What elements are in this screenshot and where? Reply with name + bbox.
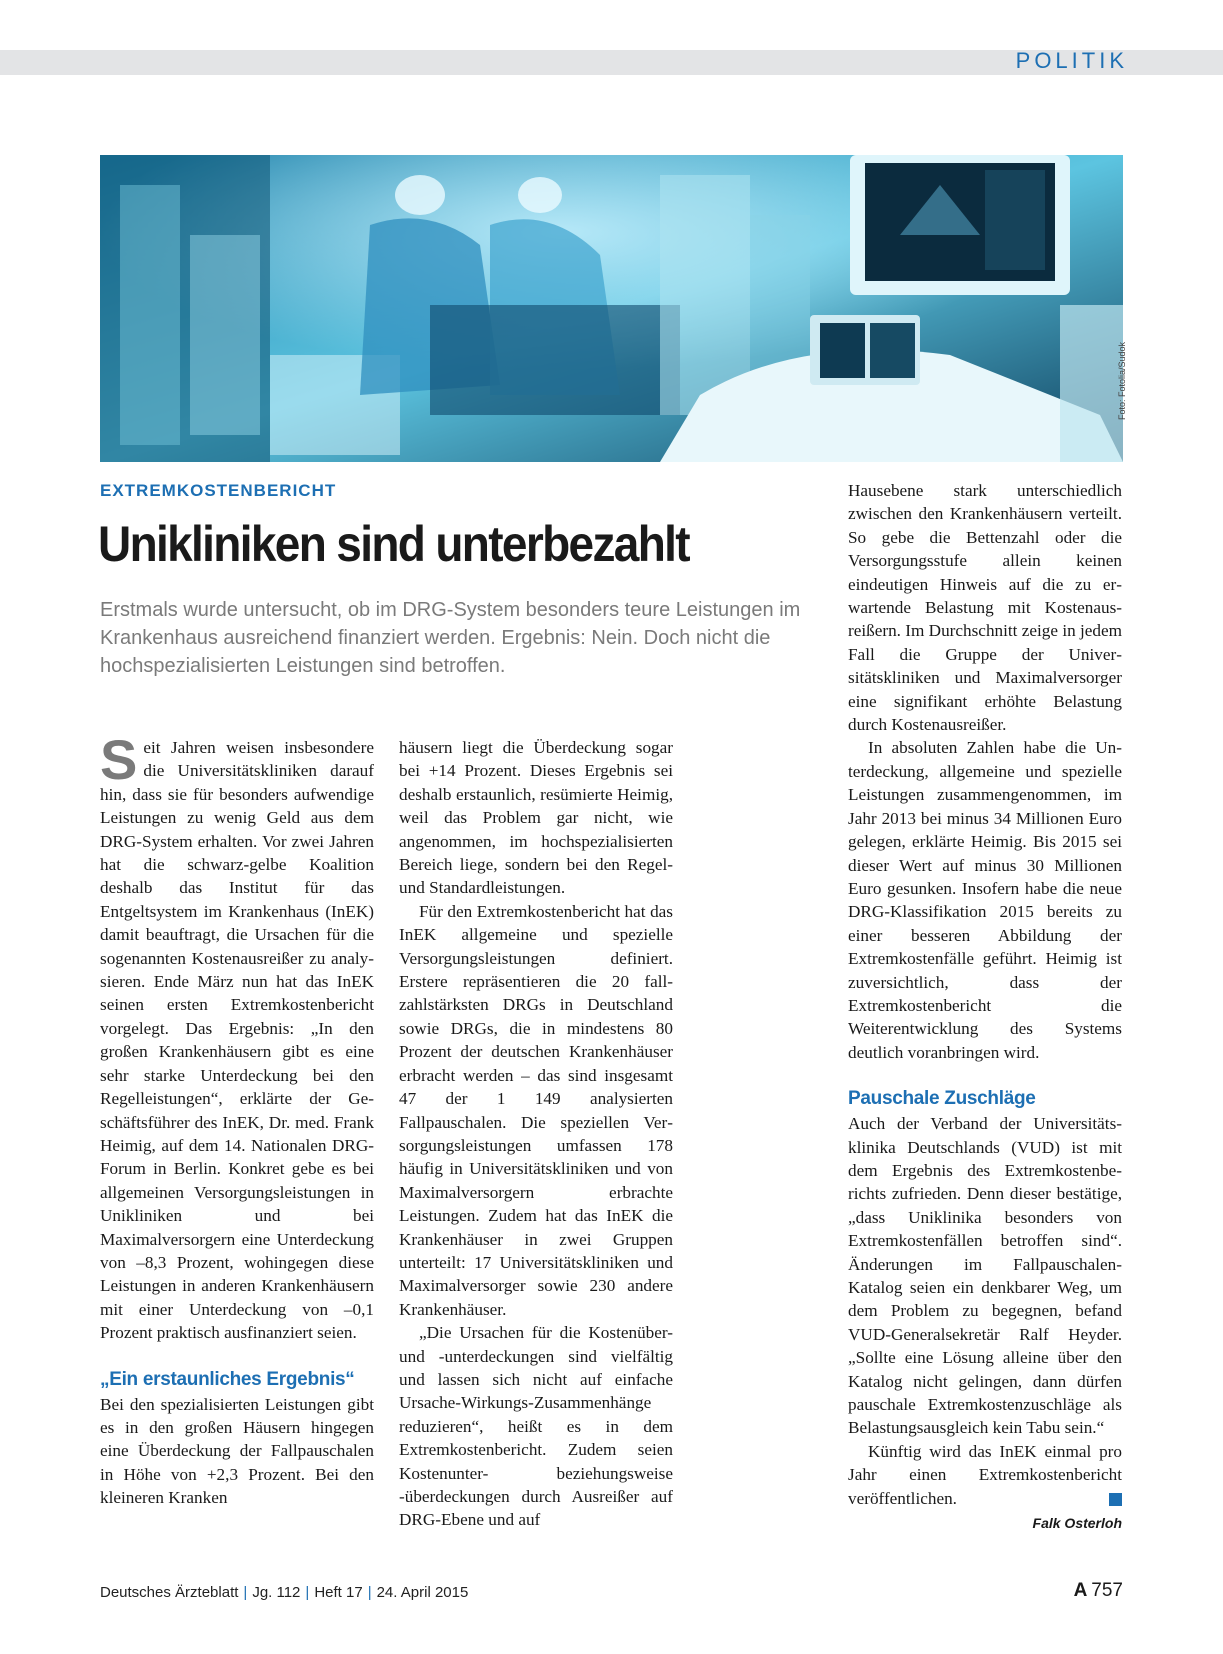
paragraph: „Die Ursachen für die Kostenüber- und -unterdeckungen sind vielfältig und lassen sich nicht auf einfache Ursache-Wirkungs-Zusammenhänge reduzieren“, heißt es in dem Extremkostenbericht. Zudem seien Kostenunter- beziehungsweise -überdeckungen durch Ausreißer auf DRG-Ebene und auf	[399, 1323, 673, 1530]
article-column-1	[100, 728, 374, 1510]
separator: |	[367, 1584, 372, 1601]
page-prefix: A	[1073, 1580, 1088, 1601]
article-column-3	[848, 479, 1122, 1535]
paragraph: Bei den spezialisierten Leistungen gibt es in den großen Häusern hingegen eine Überdeckung der Fallpauschalen in Höhe von +2,3 Prozent. Bei den kleineren Kranken	[100, 1394, 374, 1508]
article-kicker: EXTREMKOSTENBERICHT	[100, 481, 337, 500]
article-column-2	[399, 736, 673, 1532]
paragraph-text: Künftig wird das InEK einmal pro Jahr einen Extremkostenbericht veröffentlichen.	[848, 1441, 1122, 1508]
page-footer	[100, 1584, 468, 1601]
paragraph: Für den Extremkostenbericht hat das InEK allgemeine und spezielle Versorgungsleistungen definiert. Erstere repräsentieren die 20 fallzahlstärksten DRGs in Deutschland sowie DRGs, die in mindestens 80 Prozent der deutschen Krankenhäuser erbracht werden – das sind insgesamt 47 der 1 149 analysierten Fallpauschalen. Die speziellen Versorgungsleistungen umfassen 178 häufig in Universitätskliniken und von Maximalversorgern erbrachte Leistungen. Zudem hat das InEK die Krankenhäuser in zwei Gruppen unterteilt: 17 Universitätskliniken und Maximalversorger sowie 230 andere Krankenhäuser.	[399, 901, 673, 1319]
section-label: POLITIK	[1015, 48, 1128, 73]
separator: |	[305, 1584, 310, 1601]
paragraph: häusern liegt die Überdeckung sogar bei +14 Prozent. Dieses Ergebnis sei deshalb erstaunlich, resümierte Heimig, weil das Problem gar nicht, wie angenommen, im hochspezialisierten Bereich liege, sondern bei den Regel- und Standardleistungen.	[399, 738, 673, 898]
photo-credit: Foto: Fotolia/Sudok	[1117, 341, 1127, 420]
journal-name: Deutsches Ärzteblatt	[100, 1584, 239, 1601]
paragraph: In absoluten Zahlen habe die Unterdeckung, allgemeine und spezielle Leistungen zusammengenommen, im Jahr 2013 bei minus 34 Millionen Euro gelegen, erklärte Heimig. Bis 2015 sei dieser Wert auf minus 30 Millionen Euro gesunken. Insofern habe die neue DRG-Klassifikation 2015 bereits zu einer besseren Abbildung der Extremkostenfälle geführt. Heimig ist zuversichtlich, dass der Extremkostenbericht die Weiterentwicklung des Systems deutlich voranbringen wird.	[848, 738, 1122, 1062]
journal-date: 24. April 2015	[376, 1584, 469, 1601]
journal-issue: Heft 17	[314, 1584, 363, 1601]
paragraph-text: eit Jahren weisen insbesondere die Universitätskliniken darauf hin, dass sie für besonders aufwendige Leistungen zu wenig Geld aus dem DRG-System erhalten. Vor zwei Jahren hat die schwarz-gelbe Koalition deshalb das Institut für das Entgeltsystem im Krankenhaus (InEK) damit beauftragt, die Ursachen für die sogenannten Kostenausreißer zu analysieren. Ende März nun hat das InEK seinen ersten Extremkostenbericht vorgelegt. Das Ergebnis: „In den großen Krankenhäusern gibt es eine sehr starke Unterdeckung bei den Regelleistungen“, erklärte der Geschäftsführer des InEK, Dr. med. Frank Heimig, auf dem 14. Nationalen DRG-Forum in Berlin. Konkret gebe es bei allgemeinen Versorgungsleistungen in Unikliniken und bei Maximalversorgern eine Unterdeckung von –8,3 Prozent, wohingegen diese Leistungen in anderen Krankenhäusern mit einer Unterdeckung von –0,1 Prozent praktisch ausfinanziert seien.	[100, 738, 374, 1343]
subheading: „Ein erstaunliches Ergebnis“	[100, 1368, 355, 1390]
journal-volume: Jg. 112	[252, 1584, 301, 1601]
paragraph	[100, 728, 374, 1345]
dropcap: S	[100, 728, 138, 791]
article-lead: Erstmals wurde untersucht, ob im DRG-System besonders teure Leistungen im Krankenhaus ausreichend finanziert werden. Ergebnis: Nein. Doch nicht die hochspezialisierten Leistungen sind betroffen.	[100, 599, 801, 677]
separator: |	[243, 1584, 248, 1601]
end-mark-icon	[1109, 1493, 1122, 1506]
page-number	[1074, 1580, 1123, 1602]
page-number-value: 757	[1091, 1580, 1123, 1601]
subheading: Pauschale Zuschläge	[848, 1088, 1036, 1110]
paragraph: Hausebene stark unterschiedlich zwischen den Krankenhäusern verteilt. So gebe die Bettenzahl oder die Versorgungsstufe allein keinen eindeutigen Hinweis auf die zu erwartende Belastung mit Kostenausreißern. Im Durchschnitt zeige in jedem Fall die Gruppe der Universitätskliniken und Maximalversorger eine signifikant erhöhte Belastung durch Kostenausreißer.	[848, 481, 1122, 735]
author: Falk Osterloh	[1032, 1515, 1122, 1532]
paragraph: Auch der Verband der Universitätsklinika Deutschlands (VUD) ist mit dem Ergebnis des Extremkostenberichts zufrieden. Denn dieser bestätige, „dass Uniklinika besonders von Extremkostenfällen betroffen sind“. Änderungen im Fallpauschalen-Katalog seien ein denkbarer Weg, um dem Problem zu begegnen, befand VUD-Generalsekretär Ralf Heyder. „Sollte eine Lösung alleine über den Katalog nicht gelingen, dann dürfen pauschale Extremkostenzuschläge als Belastungsausgleich kein Tabu sein.“	[848, 1114, 1122, 1438]
paragraph	[848, 1440, 1122, 1510]
article-photo	[100, 155, 1123, 462]
article-headline: Unikliniken sind unterbezahlt	[98, 516, 689, 572]
